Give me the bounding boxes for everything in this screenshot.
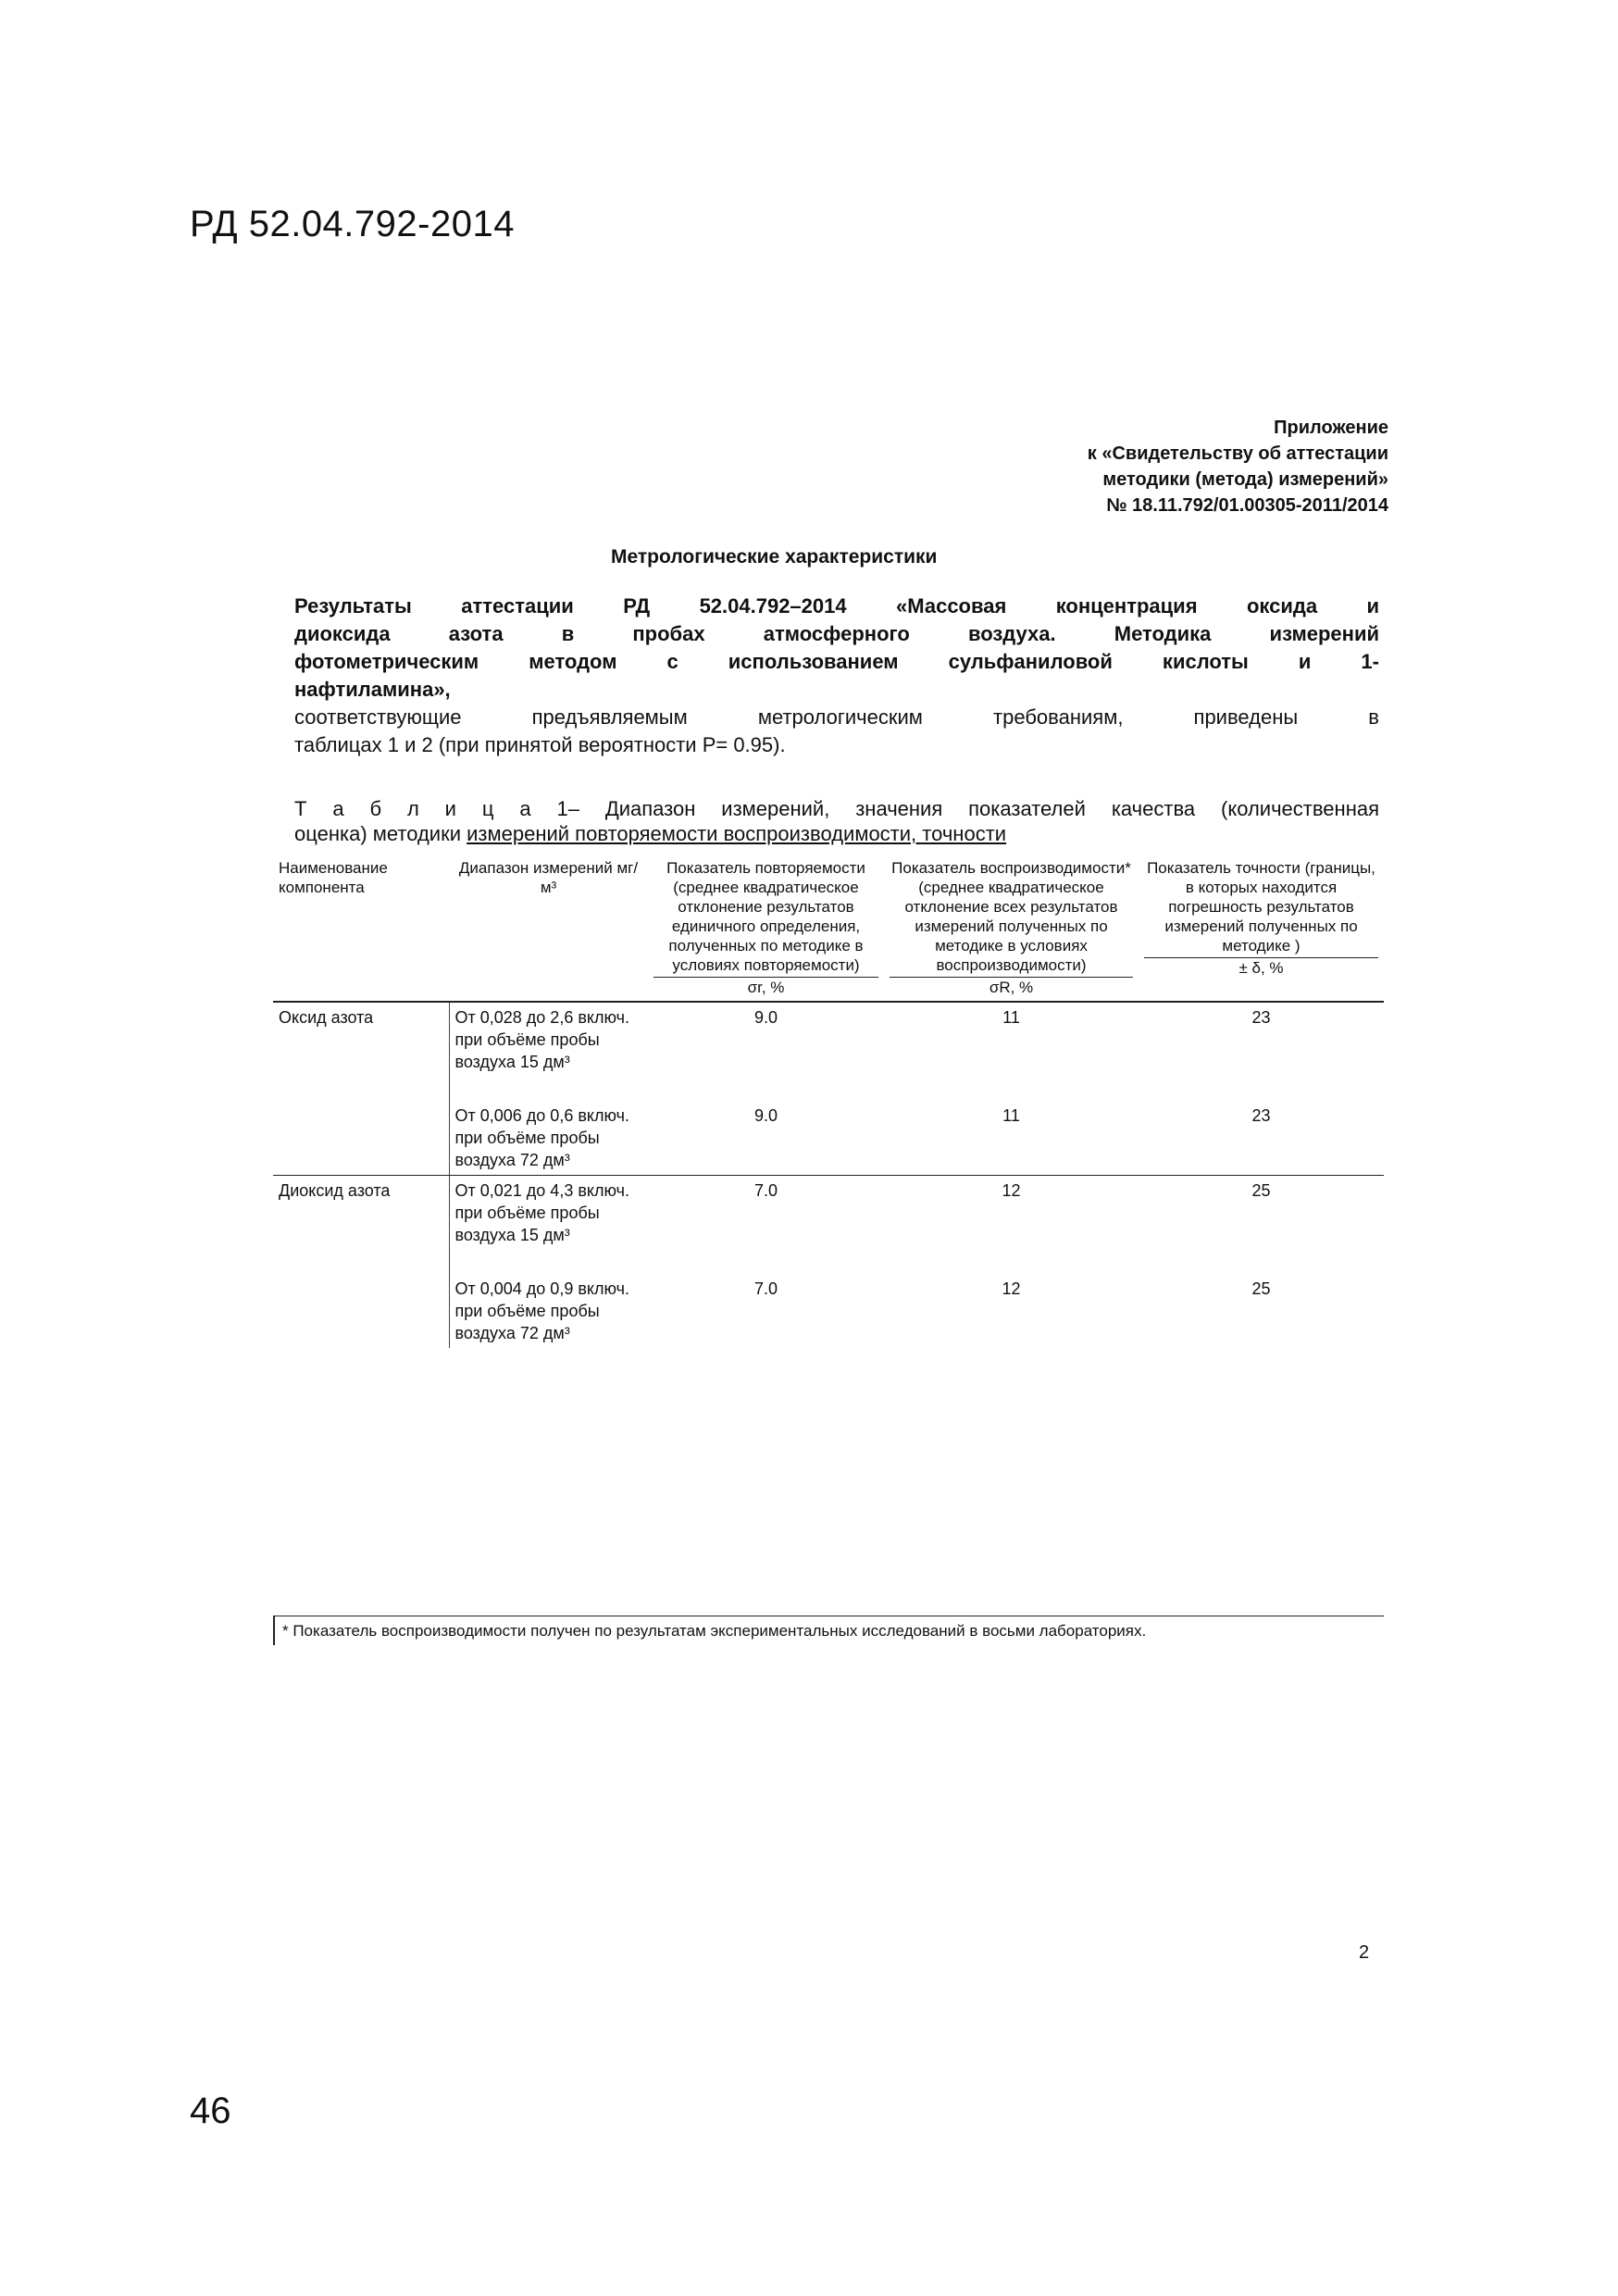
- repeatability-value: 7.0: [753, 1279, 778, 1298]
- component-name: [273, 1101, 449, 1176]
- measurement-range: От 0,021 до 4,3 включ. при объёме пробы воздуха 15 дм³: [449, 1176, 648, 1251]
- intro-line: соответствующие предъявляемым метрологическим требованиям, приведены в: [294, 705, 1379, 729]
- margin-mark: 2: [1359, 1942, 1370, 1963]
- appendix-block: [907, 415, 1388, 518]
- caption-underlined: измерений повторяемости воспроизводимости, точности: [467, 822, 1007, 845]
- measurement-range: От 0,028 до 2,6 включ. при объёме пробы воздуха 15 дм³: [449, 1002, 648, 1077]
- measurement-range: От 0,006 до 0,6 включ. при объёме пробы воздуха 72 дм³: [449, 1101, 648, 1176]
- header-symbol: ± δ, %: [1144, 957, 1378, 978]
- header-symbol: σr, %: [653, 977, 878, 997]
- header-reproducibility: Показатель воспроизводимости* (среднее квадратическое отклонение всех результатов измерений полученных по методике в условиях воспроизводимости) σR, %: [884, 856, 1139, 1002]
- table-row: [273, 1002, 1384, 1077]
- table-row: [273, 1176, 1384, 1251]
- table-row: [273, 1274, 1384, 1348]
- component-name: Оксид азота: [279, 1008, 374, 1027]
- component-name: Диоксид азота: [279, 1181, 391, 1200]
- accuracy-value: 25: [1251, 1181, 1271, 1200]
- table-row: [273, 1101, 1384, 1176]
- table-footnote: * Показатель воспроизводимости получен по результатам экспериментальных исследований в восьми лабораториях.: [273, 1616, 1384, 1645]
- row-spacer: [273, 1250, 1384, 1274]
- metrology-table: [273, 856, 1384, 1348]
- caption-prefix: оценка) методики: [294, 822, 467, 845]
- header-range: Диапазон измерений мг/м³: [458, 859, 639, 896]
- reproducibility-value: 11: [884, 1101, 1139, 1176]
- page-number: 46: [190, 2090, 231, 2131]
- intro-line: фотометрическим методом с использованием сульфаниловой кислоты и 1-: [294, 650, 1379, 673]
- intro-line: диоксида азота в пробах атмосферного воздуха. Методика измерений: [294, 622, 1379, 645]
- intro-line: таблицах 1 и 2 (при принятой вероятности P= 0.95).: [294, 733, 786, 756]
- intro-paragraph: [294, 593, 1379, 759]
- header-repeatability: Показатель повторяемости (среднее квадратическое отклонение результатов единичного определения, полученных по методике в условиях повторяемости) σr, %: [648, 856, 884, 1002]
- appendix-line: № 18.11.792/01.00305-2011/2014: [1106, 495, 1388, 516]
- header-symbol: σR, %: [890, 977, 1133, 997]
- row-spacer: [273, 1077, 1384, 1101]
- accuracy-value: 23: [1251, 1008, 1271, 1027]
- caption-line: Т а б л и ц а 1– Диапазон измерений, значения показателей качества (количественная: [294, 797, 1379, 820]
- reproducibility-value: 12: [1002, 1279, 1021, 1298]
- accuracy-value: 23: [1139, 1101, 1384, 1176]
- caption-line: [294, 821, 1379, 846]
- appendix-line: методики (метода) измерений»: [1102, 469, 1388, 490]
- appendix-line: к «Свидетельству об аттестации: [1087, 443, 1388, 464]
- table-header-row: [273, 856, 1384, 1002]
- accuracy-value: 25: [1251, 1279, 1271, 1298]
- section-title: Метрологические характеристики: [611, 546, 938, 568]
- reproducibility-value: 12: [1002, 1181, 1021, 1200]
- repeatability-value: 7.0: [753, 1181, 778, 1200]
- table-caption: [294, 796, 1379, 846]
- repeatability-value: 9.0: [753, 1008, 778, 1027]
- intro-line: Результаты аттестации РД 52.04.792–2014 «Массовая концентрация оксида и: [294, 594, 1379, 618]
- intro-line: нафтиламина»,: [294, 678, 451, 701]
- document-code: РД 52.04.792-2014: [190, 204, 515, 244]
- header-accuracy: Показатель точности (границы, в которых находится погрешность результатов измерений полученных по методике ) ± δ, %: [1139, 856, 1384, 1002]
- header-component: Наименование компонента: [279, 859, 388, 896]
- appendix-line: Приложение: [1274, 418, 1388, 438]
- repeatability-value: 9.0: [648, 1101, 884, 1176]
- measurement-range: От 0,004 до 0,9 включ. при объёме пробы воздуха 72 дм³: [449, 1274, 648, 1348]
- component-name: [273, 1274, 449, 1348]
- reproducibility-value: 11: [1002, 1008, 1020, 1027]
